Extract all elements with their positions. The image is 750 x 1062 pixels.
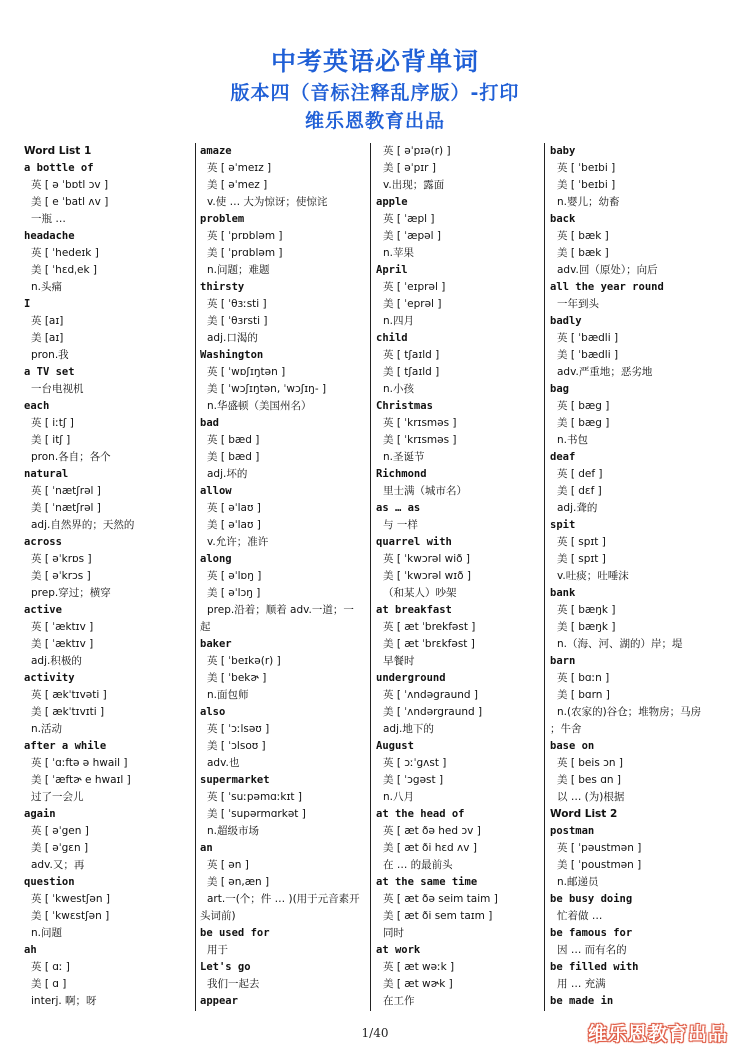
list-heading: Word List 2	[550, 808, 618, 820]
entry-word: an	[200, 842, 213, 854]
entry-phonetic: 美 [ e ˈbatl ʌv ]	[31, 196, 109, 208]
entry-word: amaze	[200, 145, 232, 157]
entry-definition: adv.回（原处）；向后	[557, 264, 658, 276]
entry-phonetic: 英 [ tʃaɪld ]	[383, 349, 440, 361]
entry-definition: 同时	[383, 927, 404, 939]
entry-phonetic: 英 [ ˈkwɔrəl wið ]	[383, 553, 470, 565]
entry-word: at the head of	[376, 808, 465, 820]
entry-word: quarrel with	[376, 536, 452, 548]
entry-word: baby	[550, 145, 576, 157]
entry-phonetic: 英 [ ə ˈbɒtl ɔv ]	[31, 179, 109, 191]
entry-phonetic: 美 [ ækˈtɪvɪti ]	[31, 706, 105, 718]
entry-word: barn	[550, 655, 576, 667]
entry-definition: n.问题；难题	[207, 264, 270, 276]
entry-phonetic: 美 [ spɪt ]	[557, 553, 606, 565]
entry-word: active	[24, 604, 62, 616]
word-list-columns	[24, 143, 730, 1013]
entry-definition: 因 … 而有名的	[557, 944, 627, 956]
entry-phonetic: 英 [ ɔːˈgʌst ]	[383, 757, 447, 769]
entry-word: Christmas	[376, 400, 433, 412]
entry-definition: n.圣诞节	[383, 451, 425, 463]
watermark-logo: 维乐恩教育出品	[587, 1023, 728, 1045]
entry-phonetic: 英 [ ˈeɪprəl ]	[383, 281, 446, 293]
entry-phonetic: 英 [ æt ˈbrekfəst ]	[383, 621, 476, 633]
entry-word: question	[24, 876, 75, 888]
entry-definition: n.苹果	[383, 247, 414, 259]
entry-definition: adj.口渴的	[207, 332, 258, 344]
page-subtitle: 版本四（音标注释乱序版）-打印	[230, 82, 520, 104]
entry-phonetic: 英 [ əˈmeɪz ]	[207, 162, 272, 174]
entry-definition: adv.也	[207, 757, 240, 769]
entry-phonetic: 英 [ iːtʃ ]	[31, 417, 74, 429]
entry-word: Richmond	[376, 468, 427, 480]
entry-phonetic: 美 [ ˈbeɪbi ]	[557, 179, 616, 191]
entry-definition: n.八月	[383, 791, 414, 803]
entry-word: a TV set	[24, 366, 75, 378]
page-title: 中考英语必背单词	[270, 47, 479, 76]
entry-phonetic: 美 [ ˈprɑbləm ]	[207, 247, 283, 259]
entry-definition-cont: 头词前)	[200, 910, 236, 922]
entry-phonetic: 美 [ itʃ ]	[31, 434, 71, 446]
page-number: 1/40	[361, 1026, 389, 1040]
entry-definition: 以 … (为)根据	[557, 791, 625, 803]
entry-phonetic: 英 [ əˈgen ]	[31, 825, 89, 837]
entry-definition: n.书包	[557, 434, 588, 446]
entry-phonetic: 英 [ spɪt ]	[557, 536, 606, 548]
entry-phonetic: 英 [ beis ɔn ]	[557, 757, 623, 769]
word-column-2	[200, 143, 368, 1013]
entry-word: August	[376, 740, 414, 752]
entry-phonetic: 英 [ əˈlaʊ ]	[207, 502, 261, 514]
entry-phonetic: 美 [ ˈbekɚ ]	[207, 672, 267, 684]
entry-phonetic: 英 [ bæd ]	[207, 434, 260, 446]
entry-definition: n.面包师	[207, 689, 249, 701]
entry-word: be filled with	[550, 961, 639, 973]
entry-word: across	[24, 536, 62, 548]
entry-definition: prep.穿过；横穿	[31, 587, 111, 599]
entry-word: back	[550, 213, 576, 225]
entry-phonetic: 英 [aɪ]	[31, 315, 64, 327]
entry-definition: adv.又；再	[31, 859, 85, 871]
entry-definition: 用 … 充满	[557, 978, 606, 990]
entry-phonetic: 英 [ ˈkwestʃən ]	[31, 893, 110, 905]
entry-phonetic: 美 [ ˈpoustmən ]	[557, 859, 642, 871]
entry-definition: n.问题	[31, 927, 62, 939]
entry-definition: 早餐时	[383, 655, 415, 667]
entry-word: April	[376, 264, 408, 276]
entry-phonetic: 英 [ ˈprɒbləm ]	[207, 230, 283, 242]
entry-word: along	[200, 553, 232, 565]
entry-definition: n.婴儿；幼畜	[557, 196, 620, 208]
entry-phonetic: 美 [ əˈgɛn ]	[31, 842, 89, 854]
entry-definition: adv.严重地；恶劣地	[557, 366, 653, 378]
entry-word: after a while	[24, 740, 107, 752]
entry-word: at breakfast	[376, 604, 452, 616]
entry-word: bank	[550, 587, 576, 599]
entry-word: base on	[550, 740, 595, 752]
entry-word: activity	[24, 672, 75, 684]
word-column-4	[550, 143, 718, 1013]
entry-phonetic: 美 [ æt ði hɛd ʌv ]	[383, 842, 477, 854]
entry-phonetic: 美 [ ˈnætʃrəl ]	[31, 502, 101, 514]
entry-definition: （和某人）吵架	[383, 587, 457, 599]
entry-word: problem	[200, 213, 245, 225]
entry-word: underground	[376, 672, 446, 684]
entry-phonetic: 美 [ æt ˈbrɛkfəst ]	[383, 638, 475, 650]
entry-phonetic: 美 [ ˈθɜrsti ]	[207, 315, 268, 327]
entry-phonetic: 美 [ ˈeprəl ]	[383, 298, 442, 310]
entry-phonetic: 英 [ ˈbeɪbi ]	[557, 162, 616, 174]
entry-phonetic: 英 [ æt ðə hed ɔv ]	[383, 825, 481, 837]
entry-definition: 我们一起去	[207, 978, 260, 990]
entry-phonetic: 美 [aɪ]	[31, 332, 64, 344]
entry-phonetic: 美 [ ˈhɛdˌek ]	[31, 264, 98, 276]
entry-phonetic: 英 [ ˈɑːftə ə hwail ]	[31, 757, 128, 769]
entry-word: all the year round	[550, 281, 664, 293]
entry-definition: n.(农家的)谷仓；堆物房；马房	[557, 706, 702, 718]
entry-phonetic: 英 [ ˈwɒʃɪŋtən ]	[207, 366, 286, 378]
entry-phonetic: 美 [ ˈbædli ]	[557, 349, 619, 361]
entry-phonetic: 英 [ ˈæpl ]	[383, 213, 435, 225]
entry-phonetic: 英 [ ˈnætʃrəl ]	[31, 485, 101, 497]
entry-phonetic: 美 [ æt ði sem taɪm ]	[383, 910, 493, 922]
entry-phonetic: 英 [ əˈlɒŋ ]	[207, 570, 262, 582]
entry-word: Let's go	[200, 961, 251, 973]
entry-phonetic: 美 [ bæd ]	[207, 451, 260, 463]
entry-phonetic: 美 [ bæk ]	[557, 247, 609, 259]
entry-word: again	[24, 808, 56, 820]
entry-definition: prep.沿着；顺着 adv.一道；一	[207, 604, 354, 616]
entry-phonetic: 英 [ ˈæktɪv ]	[31, 621, 94, 633]
entry-definition: 在工作	[383, 995, 415, 1007]
entry-phonetic: 美 [ æt wɚk ]	[383, 978, 453, 990]
entry-definition: 在 … 的最前头	[383, 859, 453, 871]
entry-phonetic: 美 [ bes ɑn ]	[557, 774, 621, 786]
entry-phonetic: 美 [ ˈæktɪv ]	[31, 638, 94, 650]
entry-phonetic: 英 [ ˈhedeɪk ]	[31, 247, 99, 259]
entry-definition-cont: 起	[200, 621, 211, 633]
entry-word: be famous for	[550, 927, 633, 939]
entry-phonetic: 美 [ bɑrn ]	[557, 689, 610, 701]
entry-phonetic: 美 [ bæg ]	[557, 417, 610, 429]
entry-word: be used for	[200, 927, 270, 939]
entry-phonetic: 英 [ æt ðə seim taim ]	[383, 893, 498, 905]
entry-word: appear	[200, 995, 238, 1007]
entry-phonetic: 美 [ ˈwɔʃɪŋtən, ˈwɔʃɪŋ- ]	[207, 383, 327, 395]
entry-phonetic: 英 [ ˈɔːlsəʊ ]	[207, 723, 270, 735]
entry-phonetic: 英 [ ækˈtɪvəti ]	[31, 689, 107, 701]
entry-definition: n.头痛	[31, 281, 62, 293]
entry-word: baker	[200, 638, 232, 650]
entry-phonetic: 美 [ əˈpɪr ]	[383, 162, 436, 174]
entry-definition: interj. 啊；呀	[31, 995, 97, 1007]
entry-definition: n.邮递员	[557, 876, 599, 888]
entry-phonetic: 美 [ ˈkwɔrəl wɪð ]	[383, 570, 471, 582]
entry-phonetic: 英 [ ɑː ]	[31, 961, 70, 973]
entry-phonetic: 英 [ ˈpəustmən ]	[557, 842, 642, 854]
entry-word: Washington	[200, 349, 264, 361]
entry-definition: 用于	[207, 944, 228, 956]
entry-phonetic: 美 [ bæŋk ]	[557, 621, 616, 633]
entry-phonetic: 美 [ ˈʌndərgraund ]	[383, 706, 483, 718]
word-column-3	[376, 143, 544, 1013]
entry-word: bag	[550, 383, 569, 395]
entry-definition: 里士满（城市名）	[383, 485, 467, 497]
entry-word: at the same time	[376, 876, 478, 888]
entry-word: be busy doing	[550, 893, 633, 905]
entry-word: ah	[24, 944, 37, 956]
entry-definition: 一瓶 …	[31, 213, 66, 225]
entry-definition: v.吐痰；吐唾沫	[557, 570, 629, 582]
entry-definition: adj.坏的	[207, 468, 248, 480]
entry-definition: n.活动	[31, 723, 62, 735]
entry-definition-cont: ；牛舍	[550, 723, 582, 735]
entry-phonetic: 美 [ ˈæftɚ e hwaɪl ]	[31, 774, 131, 786]
entry-definition: n.小孩	[383, 383, 414, 395]
entry-word: postman	[550, 825, 595, 837]
entry-phonetic: 英 [ ˈbædli ]	[557, 332, 619, 344]
entry-definition: art.一(个；件 … )(用于元音素开	[207, 893, 360, 905]
entry-definition: adj.自然界的；天然的	[31, 519, 135, 531]
entry-definition: 一台电视机	[31, 383, 84, 395]
entry-definition: 忙着做 …	[557, 910, 603, 922]
entry-word: natural	[24, 468, 69, 480]
entry-phonetic: 美 [ əˈkrɔs ]	[31, 570, 91, 582]
entry-definition: 一年到头	[557, 298, 599, 310]
entry-definition: 过了一会儿	[31, 791, 84, 803]
entry-word: spit	[550, 519, 576, 531]
entry-phonetic: 美 [ əˈlaʊ ]	[207, 519, 261, 531]
entry-definition: adj.聋的	[557, 502, 598, 514]
entry-phonetic: 英 [ əˈkrɒs ]	[31, 553, 92, 565]
entry-word: badly	[550, 315, 582, 327]
entry-phonetic: 英 [ əˈpɪə(r) ]	[383, 145, 451, 157]
entry-phonetic: 美 [ dɛf ]	[557, 485, 602, 497]
entry-phonetic: 英 [ bɑːn ]	[557, 672, 610, 684]
entry-phonetic: 英 [ bæg ]	[557, 400, 610, 412]
entry-phonetic: 美 [ ˈkwɛstʃən ]	[31, 910, 110, 922]
entry-phonetic: 美 [ ˈɔgəst ]	[383, 774, 444, 786]
entry-phonetic: 英 [ ˈkrɪsməs ]	[383, 417, 457, 429]
entry-word: deaf	[550, 451, 576, 463]
entry-word: allow	[200, 485, 232, 497]
entry-phonetic: 英 [ ˈbeɪkə(r) ]	[207, 655, 281, 667]
entry-phonetic: 美 [ ˈɔlsoʊ ]	[207, 740, 266, 752]
word-column-1	[24, 143, 192, 1013]
entry-definition: adj.地下的	[383, 723, 434, 735]
entry-phonetic: 美 [ əˈlɔŋ ]	[207, 587, 261, 599]
entry-definition: n.华盛顿（美国州名）	[207, 400, 312, 412]
entry-word: be made in	[550, 995, 614, 1007]
entry-phonetic: 美 [ ˈsupərmɑrkət ]	[207, 808, 306, 820]
entry-definition: n.超级市场	[207, 825, 259, 837]
entry-word: headache	[24, 230, 75, 242]
entry-definition: v.出现；露面	[383, 179, 445, 191]
entry-phonetic: 美 [ tʃaɪld ]	[383, 366, 440, 378]
entry-word: also	[200, 706, 226, 718]
entry-phonetic: 英 [ def ]	[557, 468, 603, 480]
entry-word: thirsty	[200, 281, 245, 293]
entry-phonetic: 美 [ ˈæpəl ]	[383, 230, 441, 242]
entry-word: a bottle of	[24, 162, 94, 174]
list-heading: Word List 1	[24, 145, 92, 157]
entry-phonetic: 美 [ ɑ ]	[31, 978, 67, 990]
entry-phonetic: 英 [ ən ]	[207, 859, 249, 871]
entry-definition: v.允许；准许	[207, 536, 269, 548]
entry-word: at work	[376, 944, 421, 956]
entry-phonetic: 英 [ bæk ]	[557, 230, 609, 242]
entry-word: supermarket	[200, 774, 270, 786]
entry-phonetic: 美 [ ˈkrɪsməs ]	[383, 434, 457, 446]
entry-phonetic: 英 [ ˈθɜːsti ]	[207, 298, 267, 310]
entry-definition: 与 一样	[383, 519, 418, 531]
entry-definition: v.使 … 大为惊讶；使惊诧	[207, 196, 328, 208]
entry-definition: adj.积极的	[31, 655, 82, 667]
entry-phonetic: 英 [ ˈsuːpəmɑːkɪt ]	[207, 791, 302, 803]
entry-definition: n.四月	[383, 315, 414, 327]
entry-phonetic: 美 [ ən,æn ]	[207, 876, 270, 888]
entry-phonetic: 英 [ æt wəːk ]	[383, 961, 455, 973]
entry-word: I	[24, 298, 31, 310]
entry-definition: pron.我	[31, 349, 69, 361]
entry-word: child	[376, 332, 408, 344]
entry-word: each	[24, 400, 50, 412]
entry-phonetic: 英 [ bæŋk ]	[557, 604, 616, 616]
entry-phonetic: 美 [ əˈmez ]	[207, 179, 268, 191]
entry-definition: n.（海、河、湖的）岸；堤	[557, 638, 683, 650]
entry-phonetic: 英 [ ˈʌndəgraund ]	[383, 689, 478, 701]
publisher-line: 维乐恩教育出品	[304, 110, 445, 132]
entry-definition: pron.各自；各个	[31, 451, 111, 463]
entry-word: bad	[200, 417, 219, 429]
entry-word: apple	[376, 196, 408, 208]
entry-word: as … as	[376, 502, 421, 514]
